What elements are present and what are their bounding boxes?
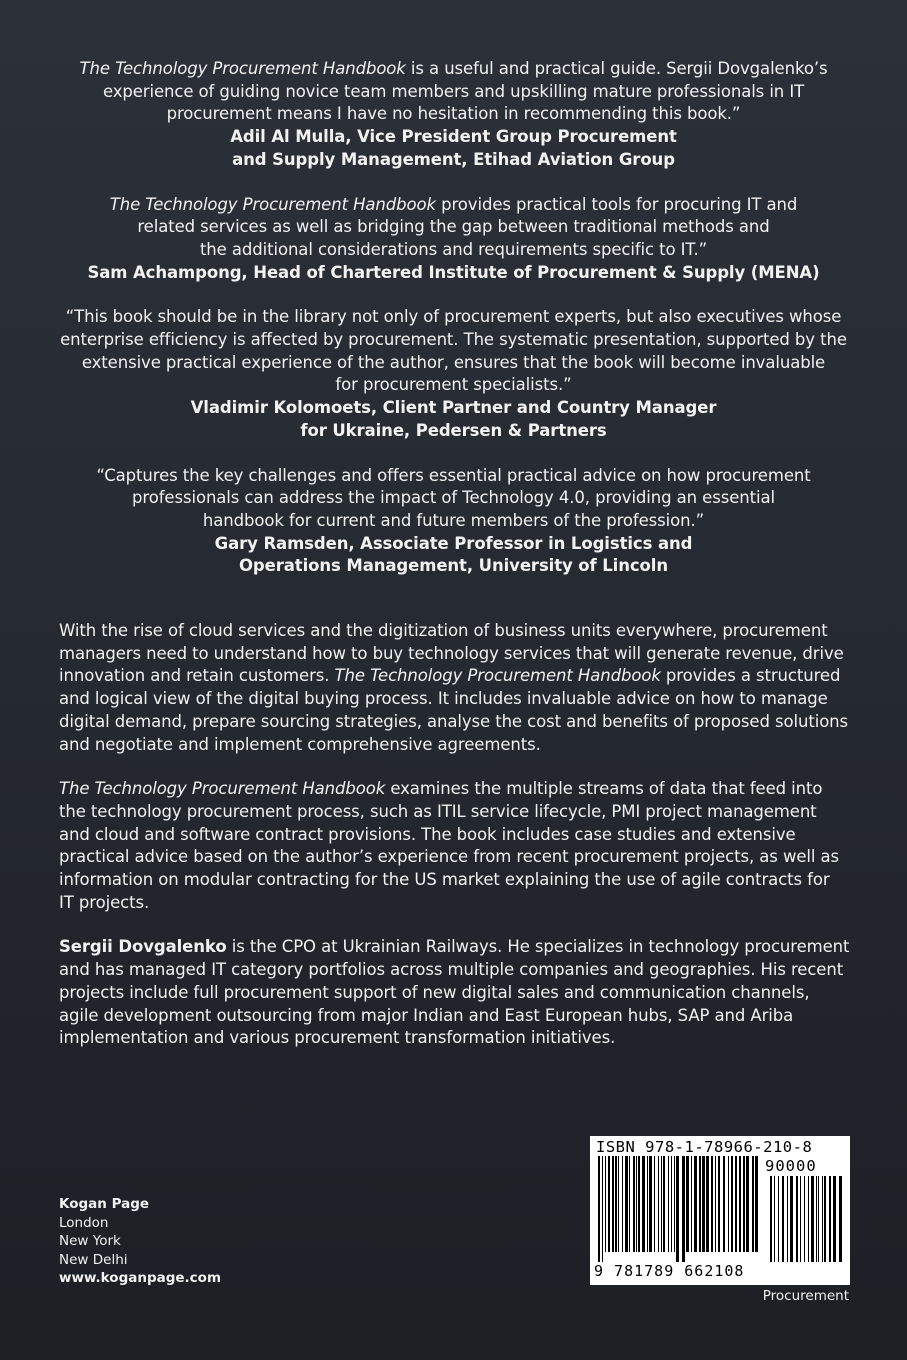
text-run: and has managed IT category portfolios across multiple companies and geographies. His recent [59, 960, 844, 980]
text-line [40, 329, 867, 352]
text-run: related services as well as bridging the gap between traditional methods and [137, 217, 770, 237]
barcode-bar [638, 1156, 640, 1252]
barcode-bar [602, 1156, 603, 1262]
barcode-bar [615, 1156, 617, 1252]
publisher-city: New Delhi [59, 1251, 128, 1268]
barcode-bar [706, 1156, 709, 1252]
barcode-bar [699, 1156, 701, 1252]
publisher-city: London [59, 1214, 109, 1231]
quote-attribution: for Ukraine, Pedersen & Partners [300, 420, 607, 440]
text-run: procurement means I have no hesitation in recommending this book.” [166, 104, 741, 124]
text-run: and logical view of the digital buying process. It includes invaluable advice on how to manage [59, 689, 828, 709]
barcode-bar [796, 1176, 798, 1262]
text-run: the additional considerations and requirements specific to IT.” [199, 239, 708, 259]
endorsement-quote [40, 465, 867, 579]
price-code: 90000 [765, 1157, 817, 1175]
text-line [59, 1005, 859, 1028]
text-run: experience of guiding novice team members and upskilling mature professionals in IT [102, 81, 805, 101]
barcode-digits: 9 781789 662108 [594, 1262, 745, 1280]
text-line [40, 216, 867, 239]
description-paragraph [59, 936, 859, 1050]
text-run: projects include full procurement support of new digital sales and communication channels, [59, 982, 810, 1002]
text-run: is a useful and practical guide. Sergii Dovgalenko’s [405, 59, 828, 78]
barcode-bar [743, 1156, 745, 1252]
barcode-bar [702, 1156, 705, 1252]
barcode-bar [674, 1156, 675, 1252]
quote-attribution: Vladimir Kolomoets, Client Partner and Country Manager [190, 398, 717, 418]
barcode-bar [770, 1176, 772, 1262]
text-line [40, 103, 867, 126]
quote-text [40, 58, 867, 126]
text-run: professionals can address the impact of Technology 4.0, providing an essential [132, 488, 775, 508]
barcode-bar [728, 1156, 729, 1252]
text-run: managers need to understand how to buy technology services that will generate revenue, drive [59, 643, 844, 663]
quote-attribution: and Supply Management, Etihad Aviation Group [232, 149, 675, 169]
text-line [59, 711, 859, 734]
text-run: agile development outsourcing from major Indian and East European hubs, SAP and Ariba [59, 1005, 794, 1025]
publisher-website: www.koganpage.com [59, 1270, 222, 1287]
text-line [59, 801, 859, 824]
book-title-italic: The Technology Procurement Handbook [334, 666, 661, 686]
barcode-bar [752, 1156, 754, 1252]
book-title-italic: The Technology Procurement Handbook [79, 59, 406, 78]
barcode-bar [739, 1156, 741, 1252]
endorsement-quote [40, 306, 867, 442]
quote-text [40, 465, 867, 533]
text-line [59, 824, 859, 847]
text-run: for procurement specialists.” [335, 375, 572, 395]
text-run: is the CPO at Ukrainian Railways. He specializes in technology procurement [226, 937, 850, 957]
quote-attribution: Operations Management, University of Lincoln [239, 556, 668, 576]
text-line [59, 778, 859, 801]
barcode-bar [671, 1156, 672, 1252]
barcode-bar [790, 1176, 793, 1262]
endorsements [40, 58, 867, 600]
barcode-bar [663, 1156, 665, 1252]
endorsement-quote [40, 58, 867, 172]
text-line [59, 982, 859, 1005]
text-line [59, 665, 859, 688]
barcode-bar [649, 1156, 652, 1252]
text-line [40, 81, 867, 104]
barcode-bar [824, 1176, 826, 1262]
barcode-bar [774, 1176, 775, 1262]
barcode-bar [661, 1156, 662, 1252]
barcode-bar [598, 1156, 600, 1262]
text-run: innovation and retain customers. [59, 666, 335, 686]
book-description [59, 620, 859, 1072]
text-line [40, 510, 867, 533]
barcode-bar [608, 1156, 610, 1252]
text-run: provides a structured [660, 666, 841, 686]
book-title-italic: The Technology Procurement Handbook [109, 194, 436, 214]
barcode-bar [622, 1156, 623, 1252]
text-run: “This book should be in the library not only of procurement experts, but also executives whose [65, 307, 842, 327]
text-line [59, 892, 859, 915]
text-line [59, 688, 859, 711]
text-run: information on modular contracting for the US market explaining the use of agile contracts for [59, 870, 830, 890]
barcode-bar [686, 1156, 689, 1252]
quote-attribution: Gary Ramsden, Associate Professor in Logistics and [214, 533, 693, 553]
text-run: implementation and various procurement transformation initiatives. [59, 1028, 616, 1048]
barcode-bar [715, 1156, 716, 1252]
text-run: digital demand, prepare sourcing strategies, analyse the cost and benefits of proposed solutions [59, 711, 849, 731]
text-run: handbook for current and future members of the profession.” [202, 510, 705, 530]
text-line [40, 58, 867, 81]
barcode-bar [718, 1156, 720, 1252]
barcode-bar [711, 1156, 713, 1252]
barcode-bar [612, 1156, 614, 1252]
text-line [40, 194, 867, 217]
quote-text [40, 306, 867, 397]
barcode-bar [676, 1156, 679, 1262]
publisher-city: New York [59, 1233, 121, 1250]
barcode-bar [691, 1156, 692, 1252]
text-run: extensive practical experience of the author, ensures that the book will become invaluable [81, 352, 826, 372]
text-line [40, 374, 867, 397]
text-run: and cloud and software contract provisions. The book includes case studies and extensive [59, 824, 796, 844]
isbn-barcode [590, 1136, 850, 1285]
text-line [59, 869, 859, 892]
barcode-bar [629, 1156, 630, 1252]
category-label: Procurement [762, 1288, 849, 1304]
text-run: provides practical tools for procuring IT and [435, 194, 798, 214]
text-line [40, 487, 867, 510]
barcode-bar [755, 1156, 758, 1252]
barcode-bar [822, 1176, 823, 1262]
barcode-bar [782, 1176, 784, 1262]
barcode-bar [618, 1156, 619, 1252]
text-run: “Captures the key challenges and offers essential practical advice on how procurement [96, 465, 811, 485]
text-line [59, 620, 859, 643]
barcode-bar [811, 1176, 814, 1262]
text-line [59, 643, 859, 666]
barcode-bar [605, 1156, 606, 1252]
barcode-main-bars [598, 1156, 758, 1262]
endorsement-quote [40, 194, 867, 285]
text-line [59, 846, 859, 869]
author-name: Sergii Dovgalenko [59, 937, 227, 957]
quote-attribution: Sam Achampong, Head of Chartered Institute of Procurement & Supply (MENA) [87, 262, 820, 282]
description-paragraph [59, 620, 859, 756]
description-paragraph [59, 778, 859, 914]
text-line [59, 734, 859, 757]
barcode-bar [723, 1156, 725, 1252]
text-run: practical advice based on the author’s experience from recent procurement projects, as well as [59, 847, 840, 867]
barcode-bar [829, 1176, 831, 1262]
text-run: enterprise efficiency is affected by procurement. The systematic presentation, supported by the [60, 330, 847, 350]
barcode-bar [625, 1156, 628, 1252]
barcode-bar [682, 1156, 685, 1262]
barcode-bar [833, 1176, 836, 1262]
text-run: examines the multiple streams of data that feed into [385, 779, 823, 799]
barcode-bar [816, 1176, 817, 1262]
barcode-bar [787, 1176, 788, 1262]
barcode-bar [654, 1156, 655, 1252]
barcode-bar [778, 1176, 779, 1262]
text-line [59, 1027, 859, 1050]
text-line [40, 465, 867, 488]
text-run: and negotiate and implement comprehensive agreements. [59, 734, 541, 754]
text-run: IT projects. [59, 892, 150, 912]
barcode-bar [731, 1156, 733, 1252]
barcode-bar [668, 1156, 669, 1252]
barcode-bar [633, 1156, 635, 1252]
quote-attribution: Adil Al Mulla, Vice President Group Procurement [230, 127, 677, 147]
barcode-bar [800, 1176, 801, 1262]
text-line [59, 936, 859, 959]
barcode-addon-bars [770, 1176, 842, 1262]
isbn-number: ISBN 978-1-78966-210-8 [596, 1138, 813, 1156]
text-line [40, 239, 867, 262]
text-line [40, 306, 867, 329]
barcode-bar [636, 1156, 637, 1252]
text-run: the technology procurement process, such as ITIL service lifecycle, PMI project management [59, 801, 817, 821]
text-line [59, 959, 859, 982]
quote-text [40, 194, 867, 262]
barcode-bar [642, 1156, 645, 1252]
barcode-bar [735, 1156, 737, 1252]
publisher-name: Kogan Page [59, 1196, 150, 1212]
barcode-bar [804, 1176, 805, 1262]
barcode-bar [658, 1156, 659, 1252]
barcode-bar [694, 1156, 697, 1252]
publisher-block [59, 1195, 221, 1288]
barcode-bar [647, 1156, 648, 1252]
barcode-bar [839, 1176, 842, 1262]
barcode-bar [808, 1176, 809, 1262]
book-title-italic: The Technology Procurement Handbook [59, 779, 386, 799]
barcode-bar [818, 1176, 819, 1262]
text-line [40, 352, 867, 375]
text-run: With the rise of cloud services and the digitization of business units everywhere, procurement [59, 621, 828, 640]
barcode-bar [746, 1156, 749, 1252]
